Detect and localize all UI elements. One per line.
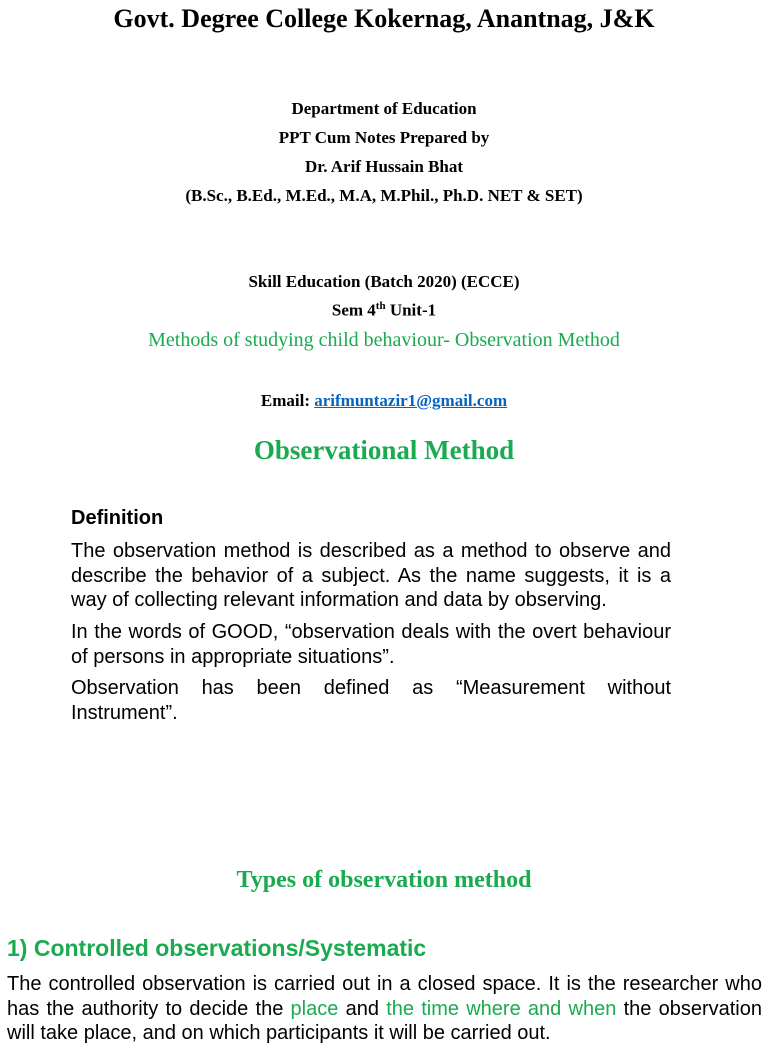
course-line: Skill Education (Batch 2020) (ECCE) [248, 272, 520, 291]
controlled-text-and: and [338, 997, 387, 1020]
controlled-text-time: the time where and when [386, 997, 617, 1020]
email-line [0, 391, 768, 411]
subheading-controlled: 1) Controlled observations/Systematic [7, 935, 427, 961]
controlled-text-a: The controlled observation is carried out in a closed space. It is the researcher who has the authority to decide the [7, 973, 762, 1020]
controlled-text-b: the observation will take place, and on which participants it will be carried out. [7, 997, 762, 1044]
department-line: Department of Education [291, 99, 477, 118]
section-title-observational: Observational Method [253, 435, 515, 465]
definition-paragraph-1: The observation method is described as a method to observe and describe the behavior of a subject. As the name suggests, it is a way of collecting relevant information and data by observing. [71, 540, 671, 611]
author-name: Dr. Arif Hussain Bhat [304, 157, 464, 176]
semester-suffix: Unit-1 [385, 300, 437, 320]
definition-heading: Definition [71, 507, 164, 529]
section-title-types: Types of observation method [236, 867, 532, 893]
prepared-by-line: PPT Cum Notes Prepared by [278, 128, 490, 147]
semester-line [0, 300, 768, 321]
semester-prefix: Sem 4 [331, 300, 376, 320]
definition-paragraph-2: In the words of GOOD, “observation deals with the overt behaviour of persons in appropriate situations”. [71, 621, 671, 668]
college-title: Govt. Degree College Kokernag, Anantnag, J&K [113, 4, 655, 33]
author-qualifications: (B.Sc., B.Ed., M.Ed., M.A, M.Phil., Ph.D. NET & SET) [185, 186, 583, 205]
email-link[interactable]: arifmuntazir1@gmail.com [314, 391, 508, 410]
email-label: Email: [260, 391, 315, 410]
semester-superscript: th [375, 300, 386, 312]
controlled-paragraph [7, 972, 762, 1046]
topic-line: Methods of studying child behaviour- Observation Method [148, 329, 620, 351]
controlled-text-place: place [290, 997, 339, 1020]
definition-paragraph-3: Observation has been defined as “Measurement without Instrument”. [71, 677, 671, 724]
